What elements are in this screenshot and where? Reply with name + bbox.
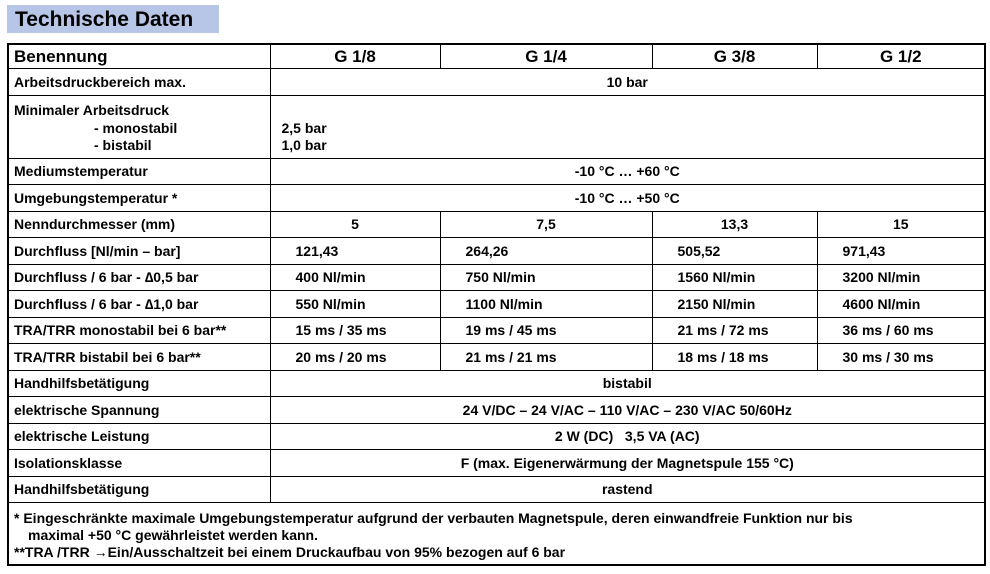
table-row [8,211,985,238]
table-row [8,317,985,344]
table-row [8,450,985,477]
header-size-3: G 3/8 [652,44,817,69]
footnote-2: **TRA /TRR →Ein/Ausschaltzeit bei einem Druckaufbau von 95% bezogen auf 6 bar [14,544,566,560]
row-label: Minimaler Arbeitsdruck [14,101,170,118]
row-value-minimal [270,95,985,158]
spec-table [7,43,986,566]
row-cell: 264,26 [440,238,652,265]
mono-value: 2,5 bar [281,119,327,136]
table-row [8,238,985,265]
row-label: Handhilfsbetätigung [8,476,270,503]
row-cell: 121,43 [270,238,440,265]
row-cell: 1100 Nl/min [440,291,652,318]
bi-label: - bistabil [94,136,152,153]
row-cell: 21 ms / 72 ms [652,317,817,344]
row-cell: 19 ms / 45 ms [440,317,652,344]
bi-value: 1,0 bar [281,136,327,153]
row-cell: 30 ms / 30 ms [817,344,985,371]
row-cell: 5 [270,211,440,238]
footnote-row [8,503,985,566]
row-cell: 4600 Nl/min [817,291,985,318]
row-label: Handhilfsbetätigung [8,370,270,397]
table-row [8,423,985,450]
row-label: Isolationsklasse [8,450,270,477]
row-label: Durchfluss / 6 bar - ∆1,0 bar [8,291,270,318]
row-cell: 18 ms / 18 ms [652,344,817,371]
header-label: Benennung [8,44,270,69]
table-row [8,264,985,291]
table-row [8,344,985,371]
row-label: elektrische Spannung [8,397,270,424]
table-row [8,69,985,96]
row-label: elektrische Leistung [8,423,270,450]
row-cell: 7,5 [440,211,652,238]
footnotes [8,503,985,566]
row-cell: 505,52 [652,238,817,265]
row-label-minimal [8,95,270,158]
table-row [8,397,985,424]
row-value: F (max. Eigenerwärmung der Magnetspule 155 °C) [270,450,985,477]
header-size-1: G 1/8 [270,44,440,69]
table-row [8,185,985,212]
header-size-2: G 1/4 [440,44,652,69]
row-value: 24 V/DC – 24 V/AC – 110 V/AC – 230 V/AC 50/60Hz [270,397,985,424]
mono-label: - monostabil [94,119,178,136]
row-label: Arbeitsdruckbereich max. [8,69,270,96]
row-cell: 550 Nl/min [270,291,440,318]
table-row [8,95,985,158]
row-cell: 36 ms / 60 ms [817,317,985,344]
row-value: 2 W (DC) 3,5 VA (AC) [270,423,985,450]
table-row [8,370,985,397]
row-label: Mediumstemperatur [8,158,270,185]
row-cell: 15 ms / 35 ms [270,317,440,344]
row-label: Umgebungstemperatur * [8,185,270,212]
header-size-4: G 1/2 [817,44,985,69]
row-value: bistabil [270,370,985,397]
row-cell: 21 ms / 21 ms [440,344,652,371]
row-cell: 750 Nl/min [440,264,652,291]
row-label: TRA/TRR monostabil bei 6 bar** [8,317,270,344]
row-cell: 2150 Nl/min [652,291,817,318]
table-row [8,291,985,318]
table-row [8,476,985,503]
row-value: -10 °C … +50 °C [270,185,985,212]
table-header-row [8,44,985,69]
row-value: -10 °C … +60 °C [270,158,985,185]
row-value: 10 bar [270,69,985,96]
footnote-1-line-2: maximal +50 °C gewährleistet werden kann. [28,527,318,543]
row-cell: 3200 Nl/min [817,264,985,291]
row-value: rastend [270,476,985,503]
row-cell: 971,43 [817,238,985,265]
table-row [8,158,985,185]
row-label: Durchfluss / 6 bar - ∆0,5 bar [8,264,270,291]
row-label: TRA/TRR bistabil bei 6 bar** [8,344,270,371]
row-cell: 1560 Nl/min [652,264,817,291]
row-label: Nenndurchmesser (mm) [8,211,270,238]
row-cell: 20 ms / 20 ms [270,344,440,371]
row-cell: 15 [817,211,985,238]
row-cell: 13,3 [652,211,817,238]
row-cell: 400 Nl/min [270,264,440,291]
row-label: Durchfluss [Nl/min – bar] [8,238,270,265]
footnote-1-line-1: * Eingeschränkte maximale Umgebungstemperatur aufgrund der verbauten Magnetspule, deren einwandfreie Funktion nur bis [14,510,853,526]
section-title: Technische Daten [7,5,219,33]
